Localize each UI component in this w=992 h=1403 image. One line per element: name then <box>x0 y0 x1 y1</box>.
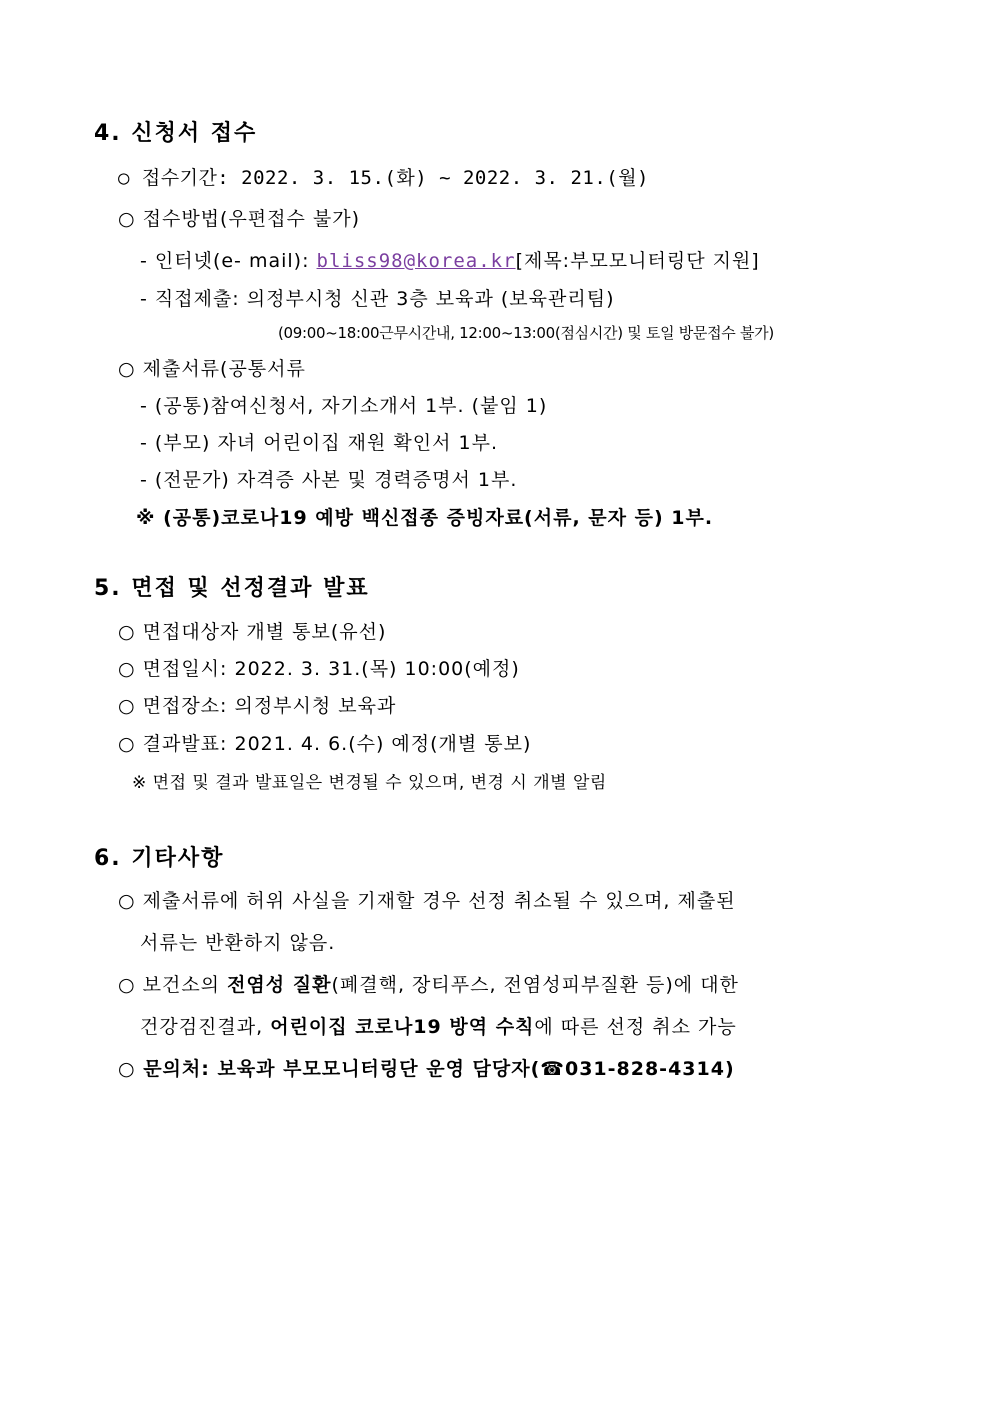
internet-suffix: [제목:부모모니터링단 지원] <box>515 250 760 272</box>
section5-title: 5. 면접 및 선정결과 발표 <box>94 576 370 601</box>
section4-title: 4. 신청서 접수 <box>94 121 258 146</box>
other-item-1-line1: ○ 제출서류에 허위 사실을 기재할 경우 선정 취소될 수 있으며, 제출된 <box>118 890 736 912</box>
other-item-2-bold: 어린이집 코로나19 방역 수칙 <box>270 1016 535 1038</box>
interview-item: ○ 면접대상자 개별 통보(유선) <box>118 621 387 643</box>
document-item: - (부모) 자녀 어린이집 재원 확인서 1부. <box>140 432 499 454</box>
application-period: ○ 접수기간: 2022. 3. 15.(화) ~ 2022. 3. 21.(월) <box>118 167 649 189</box>
other-item-1-line2: 서류는 반환하지 않음. <box>140 932 336 954</box>
direct-submission: - 직접제출: 의정부시청 신관 3층 보육과 (보육관리팀) <box>140 288 615 310</box>
interview-item: ○ 면접일시: 2022. 3. 31.(목) 10:00(예정) <box>118 658 520 680</box>
other-item-2-bold: 전염성 질환 <box>227 974 332 996</box>
contact-info: ○ 문의처: 보육과 부모모니터링단 운영 담당자(☎031-828-4314) <box>118 1058 735 1080</box>
interview-item: ○ 면접장소: 의정부시청 보육과 <box>118 695 397 717</box>
other-item-2-line1 <box>118 970 739 997</box>
internet-prefix: - 인터넷(e- mail): <box>140 250 317 272</box>
documents-note: ※ (공통)코로나19 예방 백신접종 증빙자료(서류, 문자 등) 1부. <box>136 507 714 529</box>
application-method: ○ 접수방법(우편접수 불가) <box>118 208 361 230</box>
other-item-2-text: (폐결핵, 장티푸스, 전염성피부질환 등)에 대한 <box>331 974 739 996</box>
direct-submission-note: (09:00~18:00근무시간내, 12:00~13:00(점심시간) 및 토일 방문접수 불가) <box>278 324 774 342</box>
interview-item: ○ 결과발표: 2021. 4. 6.(수) 예정(개별 통보) <box>118 733 532 755</box>
email-link[interactable]: bliss98@korea.kr <box>316 250 516 272</box>
document-item: - (전문가) 자격증 사본 및 경력증명서 1부. <box>140 469 518 491</box>
interview-note: ※ 면접 및 결과 발표일은 변경될 수 있으며, 변경 시 개별 알림 <box>132 773 607 793</box>
other-item-2-text: 건강검진결과, <box>140 1016 271 1038</box>
document-item: - (공통)참여신청서, 자기소개서 1부. (붙임 1) <box>140 395 548 417</box>
documents-title: ○ 제출서류(공통서류 <box>118 358 306 380</box>
section6-title: 6. 기타사항 <box>94 846 225 871</box>
internet-submission <box>140 246 760 273</box>
other-item-2-line2 <box>140 1012 737 1039</box>
other-item-2-text: ○ 보건소의 <box>118 974 228 996</box>
other-item-2-text: 에 따른 선정 취소 가능 <box>534 1016 737 1038</box>
